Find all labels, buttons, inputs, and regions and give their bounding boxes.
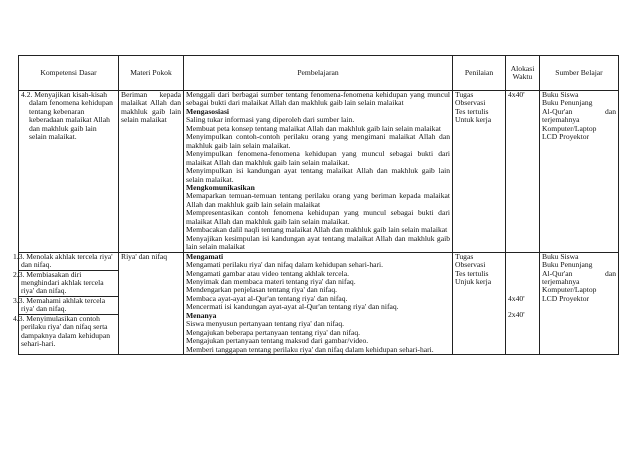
resource-item: Buku Penunjang (542, 98, 593, 108)
kd-item: 1.3. Menolak akhlak tercela riya' dan nifaq. (19, 253, 118, 271)
row2-materi-pokok: Riya' dan nifaq (119, 252, 184, 354)
row2-alokasi-waktu (506, 252, 540, 354)
learning-step-heading: Menanya (186, 310, 217, 320)
kd-item: 4.3. Menyimulasikan contoh perilaku riya' dan nifaq serta dampaknya dalam kehidupan sehari-hari. (13, 313, 110, 349)
kd-item: 2.3. Membiasakan diri menghindari akhlak tercela riya' dan nifaq. (19, 271, 118, 297)
learning-step: Mengajukan beberapa pertanyaan tentang riya' dan nifaq. (186, 327, 361, 337)
header-pembelajaran: Pembelajaran (184, 56, 453, 91)
row1-kompetensi-dasar (19, 91, 119, 253)
learning-step: Membacakan dalil naqli tentang malaikat Allah dan makhluk gaib lain selain malaikat (186, 225, 448, 235)
assessment-item: Unjuk kerja (455, 276, 492, 286)
learning-step-heading: Mengkomunikasikan (186, 182, 255, 192)
spacer (508, 253, 537, 295)
learning-step: Saling tukar informasi yang diperoleh dari sumber lain. (186, 115, 355, 125)
learning-step: Menyimpulkan isi kandungan ayat tentang malaikat Allah dan makhluk gaib lain selain malaikat. (186, 166, 450, 184)
learning-step: Membaca ayat-ayat al-Qur'an tentang riya' dan nifaq. (186, 293, 348, 303)
learning-step: Menggali dari berbagai sumber tentang fenomena-fenomena kehidupan yang muncul sebagai bukti dari malaikat Allah dan makhluk gaib lain selain malaikat (186, 90, 450, 108)
header-kompetensi-dasar: Kompetensi Dasar (19, 56, 119, 91)
resource-item: Komputer/Laptop (542, 285, 597, 295)
header-sumber-belajar: Sumber Belajar (540, 56, 619, 91)
learning-step: Membuat peta konsep tentang malaikat Allah dan makhluk gaib lain selain malaikat (186, 123, 441, 133)
assessment-item: Observasi (455, 260, 486, 270)
assessment-item: Tugas (455, 90, 474, 99)
resource-item: Al-Qur'an dan terjemahnya (542, 268, 616, 286)
row1-alokasi-waktu: 4x40' (506, 91, 540, 253)
row2-kompetensi-dasar (13, 251, 119, 354)
assessment-item: Observasi (455, 98, 486, 108)
learning-step: Menyimak dan membaca materi tentang riya' dan nifaq. (186, 276, 356, 286)
learning-step: Mempresentasikan contoh fenomena kehidupan yang muncul sebagai bukti dari malaikat Allah dan makhluk gaib lain selain malaikat. (186, 208, 450, 226)
resource-item: Komputer/Laptop (542, 123, 597, 133)
learning-step: Menyimpulkan fenomena-fenomena kehidupan yang muncul sebagai bukti dari malaikat Allah dan makhluk gaib lain selain malaikat. (186, 149, 450, 167)
kd-item: 3.3. Memahami akhlak tercela riya' dan nifaq. (19, 297, 118, 315)
resource-item: Buku Siswa (542, 90, 579, 99)
resource-item: LCD Proyektor (542, 293, 590, 303)
time-allocation: 2x40' (508, 310, 525, 320)
learning-step: Mendengarkan penjelasan tentang riya' dan nifaq. (186, 285, 338, 295)
learning-step-heading: Mengamati (186, 251, 224, 261)
row1-penilaian (453, 91, 506, 253)
assessment-item: Tugas (455, 251, 474, 261)
resource-item: Buku Penunjang (542, 260, 593, 270)
syllabus-table (13, 55, 619, 355)
resource-item: LCD Proyektor (542, 132, 590, 142)
learning-step: Siswa menyusun pertanyaan tentang riya' dan nifaq. (186, 319, 345, 329)
kd-item: 4.2. Menyajikan kisah-kisah dalam fenomena kehidupan tentang kebenaran keberadaan malaikat Allah dan makhluk gaib lain selain malaikat. (21, 90, 113, 142)
table-row (19, 252, 619, 354)
assessment-item: Tes tertulis (455, 268, 489, 278)
header-alokasi-waktu: Alokasi Waktu (506, 56, 540, 91)
learning-step: Menyimpulkan contoh-contoh perilaku orang yang mengimani malaikat Allah dan makhluk gaib lain selain malaikat. (186, 132, 450, 150)
row2-penilaian (453, 252, 506, 354)
learning-step-heading: Mengasosiasi (186, 106, 230, 116)
header-materi-pokok: Materi Pokok (119, 56, 184, 91)
learning-step: Mengamati perilaku riya' dan nifaq dalam kehidupan sehari-hari. (186, 260, 384, 270)
assessment-item: Untuk kerja (455, 115, 492, 125)
table-row (19, 91, 619, 253)
row1-pembelajaran (184, 91, 453, 253)
learning-step: Menyajikan kesimpulan isi kandungan ayat tentang malaikat Allah dan makhluk gaib lain selain malaikat (186, 233, 450, 252)
row1-materi-pokok: Beriman kepada malaikat Allah dan makhluk gaib lain selain malaikat (119, 91, 184, 253)
resource-item: Buku Siswa (542, 251, 579, 261)
row2-sumber-belajar (540, 252, 619, 354)
learning-step: Mengajukan pertanyaan tentang maksud dari gambar/video. (186, 336, 369, 346)
row2-pembelajaran (184, 252, 453, 354)
assessment-item: Tes tertulis (455, 106, 489, 116)
learning-step: Mengamati gambar atau video tentang akhlak tercela. (186, 268, 349, 278)
row1-sumber-belajar (540, 91, 619, 253)
time-allocation: 4x40' (508, 293, 525, 303)
header-penilaian: Penilaian (453, 56, 506, 91)
learning-step: Memaparkan temuan-temuan tentang perilaku orang yang beriman kepada malaikat Allah dan makhluk gaib lain selain malaikat (186, 191, 450, 209)
resource-item: Al-Qur'an dan terjemahnya (542, 106, 616, 125)
learning-step: Memberi tanggapan tentang perilaku riya' dan nifaq dalam kehidupan sehari-hari. (186, 344, 434, 354)
header-row (19, 56, 619, 91)
learning-step: Mencermati isi kandungan ayat-ayat al-Qur'an tentang riya' dan nifaq. (186, 302, 399, 312)
